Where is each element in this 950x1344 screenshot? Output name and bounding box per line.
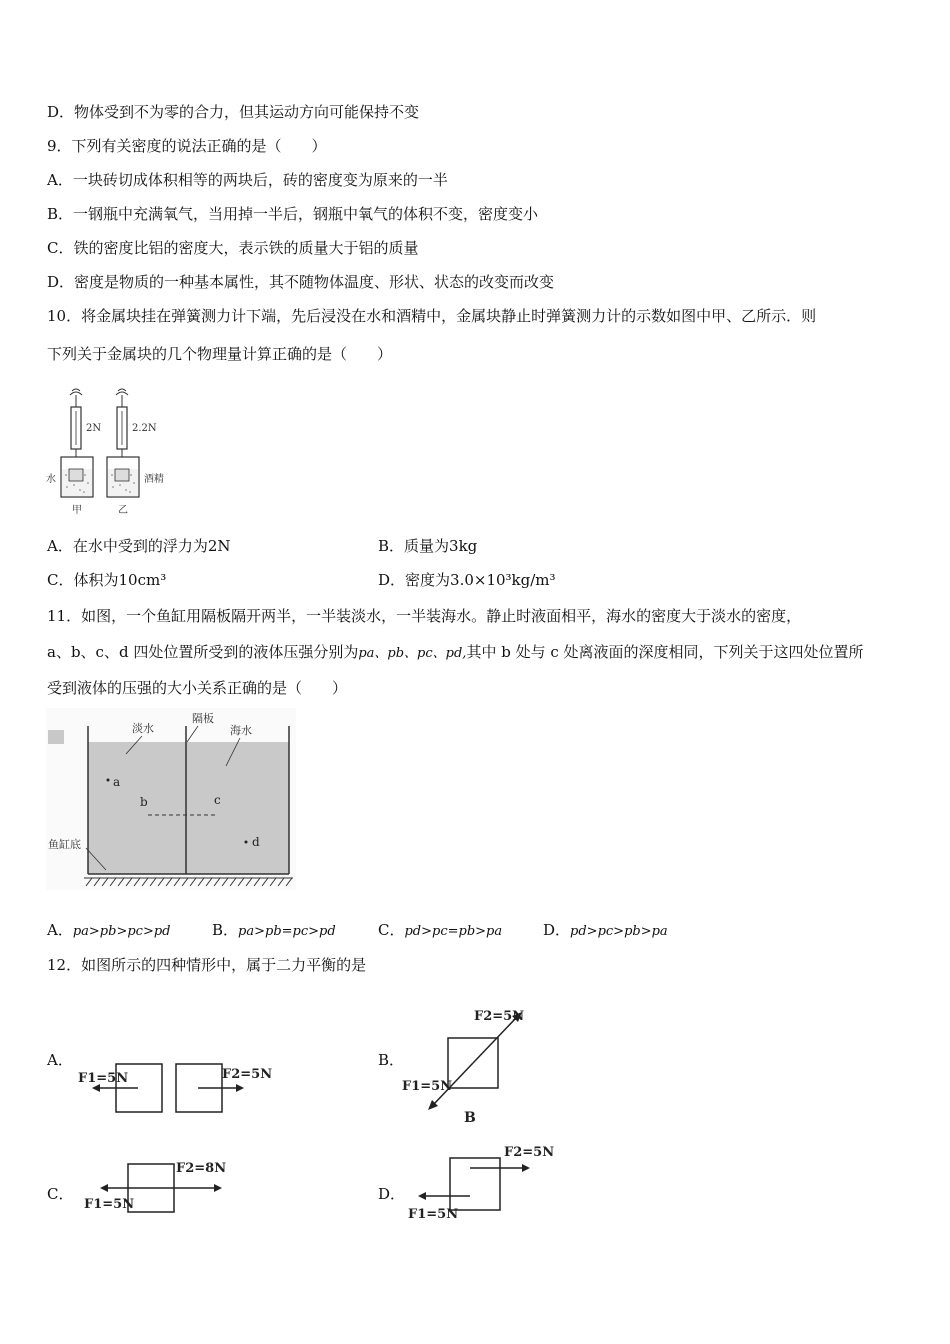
tank-water	[88, 742, 289, 874]
q9-option-c: C．铁的密度比铝的密度大，表示铁的质量大于铝的质量	[47, 239, 419, 257]
q11-fish-tank-figure	[46, 708, 296, 890]
q10-option-d: D．密度为3.0×10³kg/m³	[378, 571, 556, 589]
q12-option-a-label: A．	[47, 1051, 73, 1069]
fig-b-label: B	[464, 1110, 476, 1126]
label-divider: 隔板	[192, 712, 214, 725]
caption-yi: 乙	[118, 505, 128, 516]
q12-figure-a	[72, 1058, 272, 1120]
q12-option-d-label: D．	[378, 1185, 406, 1203]
fig-c-f1: F1=5N	[84, 1197, 135, 1212]
q11-option-c-expr: pd>pc=pb>pa	[404, 924, 503, 939]
fig-c-f2: F2=8N	[176, 1161, 227, 1176]
q11-option-a	[47, 920, 170, 942]
blurred-mark	[48, 730, 64, 744]
q11-option-c	[378, 920, 502, 942]
q11-option-d-label: D．	[543, 921, 571, 939]
q11-option-d-expr: pd>pc>pb>pa	[570, 924, 668, 939]
scale-jia	[61, 389, 93, 497]
q11-option-d	[543, 920, 668, 942]
liquid-alcohol-label: 酒精	[144, 474, 164, 485]
q11-option-a-expr: pa>pb>pc>pd	[72, 924, 171, 939]
point-b: b	[140, 795, 148, 809]
fig-d-f1: F1=5N	[408, 1207, 459, 1222]
q10-stem-line2: 下列关于金属块的几个物理量计算正确的是（ ）	[47, 345, 393, 363]
caption-jia: 甲	[72, 505, 82, 516]
q11-pressure-vars: pa、pb、pc、pd,	[358, 646, 467, 661]
q12-stem: 12．如图所示的四种情形中，属于二力平衡的是	[47, 956, 367, 974]
point-c: c	[214, 793, 221, 807]
q10-spring-scale-figure	[40, 385, 180, 520]
q11-option-b-label: B．	[212, 921, 239, 939]
scale-yi	[107, 389, 139, 497]
q10-option-a: A．在水中受到的浮力为2N	[47, 537, 231, 555]
q11-stem-line1: 11．如图，一个鱼缸用隔板隔开两半，一半装淡水，一半装海水。静止时液面相平，海水的密度大于淡水的密度，	[47, 607, 802, 625]
q12-option-b-label: B．	[378, 1051, 405, 1069]
q12-option-c-label: C．	[47, 1185, 74, 1203]
reading-jia: 2N	[86, 423, 102, 434]
q11-stem-line3: 受到液体的压强的大小关系正确的是（ ）	[47, 679, 348, 697]
q9-option-b: B．一钢瓶中充满氧气，当用掉一半后，钢瓶中氧气的体积不变，密度变小	[47, 205, 539, 223]
q8-option-d: D．物体受到不为零的合力，但其运动方向可能保持不变	[47, 103, 420, 121]
reading-yi: 2.2N	[132, 423, 157, 434]
q10-stem-line1: 10．将金属块挂在弹簧测力计下端，先后浸没在水和酒精中，金属块静止时弹簧测力计的示数如图中甲、乙所示．则	[47, 307, 817, 325]
fig-a-f2: F2=5N	[222, 1067, 272, 1082]
q11-option-b	[212, 920, 336, 942]
q10-option-b: B．质量为3kg	[378, 537, 478, 555]
liquid-water-label: 水	[46, 474, 56, 485]
point-a: a	[113, 775, 121, 789]
fig-b-f2: F2=5N	[474, 1009, 525, 1024]
q9-option-d: D．密度是物质的一种基本属性，其不随物体温度、形状、状态的改变而改变	[47, 273, 555, 291]
point-d: d	[252, 835, 260, 849]
q11-stem-line2	[47, 642, 864, 664]
label-tank-bottom: 鱼缸底	[48, 838, 81, 851]
fig-b-f1: F1=5N	[402, 1079, 453, 1094]
label-sea-water: 海水	[230, 724, 252, 737]
q11-stem-line2-before: a、b、c、d 四处位置所受到的液体压强分别为	[47, 643, 359, 661]
q11-option-c-label: C．	[378, 921, 405, 939]
q11-option-b-expr: pa>pb=pc>pd	[238, 924, 336, 939]
q9-stem: 9．下列有关密度的说法正确的是（ ）	[47, 137, 327, 155]
q11-stem-line2-after: 其中 b 处与 c 处离液面的深度相同，下列关于这四处位置所	[466, 643, 864, 661]
label-fresh-water: 淡水	[132, 722, 154, 735]
q11-option-a-label: A．	[47, 921, 73, 939]
fig-a-f1: F1=5N	[78, 1071, 129, 1086]
fig-d-f2: F2=5N	[504, 1145, 555, 1160]
q12-figure-c	[80, 1156, 240, 1220]
q9-option-a: A．一块砖切成体积相等的两块后，砖的密度变为原来的一半	[47, 171, 448, 189]
q12-figure-d	[404, 1140, 564, 1224]
q12-figure-b	[398, 1000, 548, 1128]
q10-option-c: C．体积为10cm³	[47, 571, 167, 589]
